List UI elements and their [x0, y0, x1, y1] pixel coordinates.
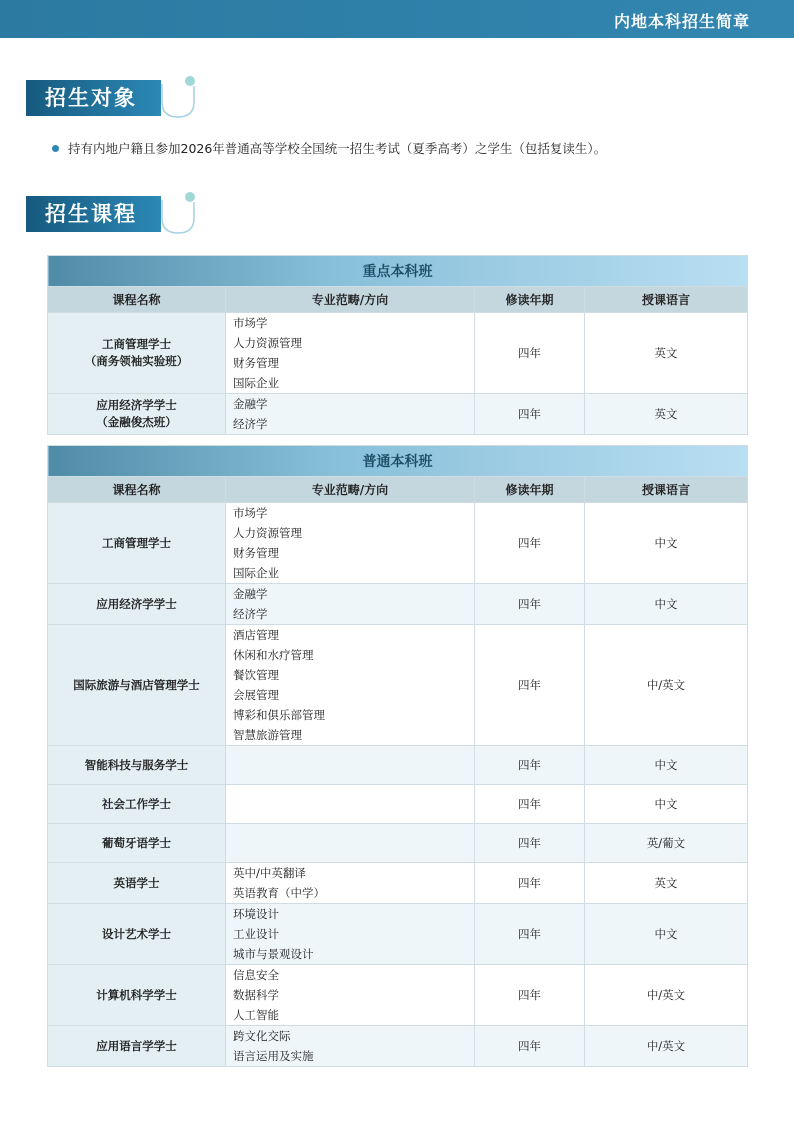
table-row	[48, 785, 748, 824]
course-name-cell	[48, 625, 226, 746]
duration-cell: 四年	[475, 785, 585, 824]
major-item: 市场学	[233, 316, 268, 330]
table-title: 普通本科班	[48, 446, 748, 477]
table-title: 重点本科班	[48, 256, 748, 287]
course-name: 工商管理学士	[102, 337, 171, 351]
language-cell: 中/英文	[585, 1026, 748, 1067]
major-item: 人力资源管理	[233, 336, 302, 350]
u-deco-icon	[154, 190, 196, 234]
regular-program-table	[47, 445, 748, 1067]
course-name-cell	[48, 824, 226, 863]
language-cell: 中文	[585, 746, 748, 785]
major-cell	[226, 785, 475, 824]
course-name: 计算机科学学士	[96, 987, 177, 1002]
table-row	[48, 863, 748, 904]
major-cell	[226, 1026, 475, 1067]
table-row	[48, 313, 748, 394]
major-cell	[226, 863, 475, 904]
language-cell: 中文	[585, 904, 748, 965]
course-name: 社会工作学士	[102, 796, 171, 811]
duration-cell: 四年	[475, 863, 585, 904]
major-item: 环境设计	[233, 907, 279, 921]
major-item: 市场学	[233, 506, 268, 520]
duration-cell: 四年	[475, 313, 585, 394]
section-courses-title: 招生课程	[26, 196, 161, 232]
column-header-name: 课程名称	[48, 287, 226, 313]
language-cell: 中文	[585, 584, 748, 625]
course-name: 应用语言学学士	[96, 1038, 177, 1053]
major-item: 跨文化交际	[233, 1029, 291, 1043]
table-row	[48, 625, 748, 746]
major-item: 信息安全	[233, 968, 279, 982]
major-cell	[226, 965, 475, 1026]
column-header-major: 专业范畴/方向	[226, 287, 475, 313]
duration-cell: 四年	[475, 824, 585, 863]
language-cell: 中文	[585, 503, 748, 584]
column-header-major: 专业范畴/方向	[226, 477, 475, 503]
major-item: 英语教育（中学）	[233, 886, 325, 900]
table-row	[48, 965, 748, 1026]
duration-cell: 四年	[475, 503, 585, 584]
major-item: 城市与景观设计	[233, 947, 314, 961]
column-header-duration: 修读年期	[475, 477, 585, 503]
duration-cell: 四年	[475, 1026, 585, 1067]
major-cell	[226, 313, 475, 394]
course-name: 工商管理学士	[102, 535, 171, 550]
major-item: 金融学	[233, 587, 268, 601]
section-target-title: 招生对象	[26, 80, 161, 116]
duration-cell: 四年	[475, 584, 585, 625]
course-name: 葡萄牙语学士	[102, 835, 171, 850]
column-header-duration: 修读年期	[475, 287, 585, 313]
table-row	[48, 503, 748, 584]
language-cell: 英文	[585, 394, 748, 435]
major-item: 英中/中英翻译	[233, 866, 306, 880]
language-cell: 英文	[585, 863, 748, 904]
course-name-cell	[48, 394, 226, 435]
table-row	[48, 1026, 748, 1067]
course-name: 应用经济学学士	[96, 596, 177, 611]
major-item: 金融学	[233, 397, 268, 411]
language-cell: 中/英文	[585, 965, 748, 1026]
u-deco-icon	[154, 74, 196, 118]
course-name-cell	[48, 904, 226, 965]
major-cell	[226, 824, 475, 863]
major-item: 酒店管理	[233, 628, 279, 642]
course-name-cell	[48, 313, 226, 394]
table-row	[48, 746, 748, 785]
course-name-cell	[48, 785, 226, 824]
course-name: （商务领袖实验班）	[84, 354, 189, 368]
major-cell	[226, 394, 475, 435]
major-item: 国际企业	[233, 566, 279, 580]
duration-cell: 四年	[475, 625, 585, 746]
major-item: 休闲和水疗管理	[233, 648, 314, 662]
duration-cell: 四年	[475, 904, 585, 965]
header-bar	[0, 0, 794, 38]
eligibility-text: 持有内地户籍且参加2026年普通高等学校全国统一招生考试（夏季高考）之学生（包括复读生）。	[68, 141, 607, 156]
language-cell: 英文	[585, 313, 748, 394]
language-cell: 英/葡文	[585, 824, 748, 863]
course-name: （金融俊杰班）	[96, 415, 177, 429]
course-name: 智能科技与服务学士	[84, 757, 189, 772]
course-name: 国际旅游与酒店管理学士	[73, 677, 200, 692]
major-item: 语言运用及实施	[233, 1049, 314, 1063]
major-item: 经济学	[233, 417, 268, 431]
major-item: 人工智能	[233, 1008, 279, 1022]
column-header-name: 课程名称	[48, 477, 226, 503]
course-name: 英语学士	[113, 875, 160, 890]
major-item: 智慧旅游管理	[233, 728, 302, 742]
major-cell	[226, 746, 475, 785]
major-item: 经济学	[233, 607, 268, 621]
major-item: 数据科学	[233, 988, 279, 1002]
major-item: 餐饮管理	[233, 668, 279, 682]
course-name-cell	[48, 746, 226, 785]
course-name-cell	[48, 1026, 226, 1067]
major-cell	[226, 904, 475, 965]
major-item: 国际企业	[233, 376, 279, 390]
major-item: 工业设计	[233, 927, 279, 941]
column-header-language: 授课语言	[585, 477, 748, 503]
major-cell	[226, 625, 475, 746]
major-item: 人力资源管理	[233, 526, 302, 540]
language-cell: 中/英文	[585, 625, 748, 746]
language-cell: 中文	[585, 785, 748, 824]
course-name-cell	[48, 863, 226, 904]
major-cell	[226, 584, 475, 625]
course-name-cell	[48, 503, 226, 584]
course-name-cell	[48, 584, 226, 625]
major-item: 会展管理	[233, 688, 279, 702]
course-name: 设计艺术学士	[102, 926, 171, 941]
major-item: 财务管理	[233, 356, 279, 370]
table-row	[48, 584, 748, 625]
eligibility-bullet	[52, 139, 606, 157]
duration-cell: 四年	[475, 746, 585, 785]
table-row	[48, 394, 748, 435]
column-header-language: 授课语言	[585, 287, 748, 313]
duration-cell: 四年	[475, 394, 585, 435]
header-title: 内地本科招生简章	[613, 12, 750, 31]
major-cell	[226, 503, 475, 584]
major-item: 博彩和俱乐部管理	[233, 708, 325, 722]
key-program-table	[47, 255, 748, 435]
course-name: 应用经济学学士	[96, 398, 177, 412]
major-item: 财务管理	[233, 546, 279, 560]
bullet-icon	[52, 145, 59, 152]
duration-cell: 四年	[475, 965, 585, 1026]
course-name-cell	[48, 965, 226, 1026]
table-row	[48, 824, 748, 863]
table-row	[48, 904, 748, 965]
